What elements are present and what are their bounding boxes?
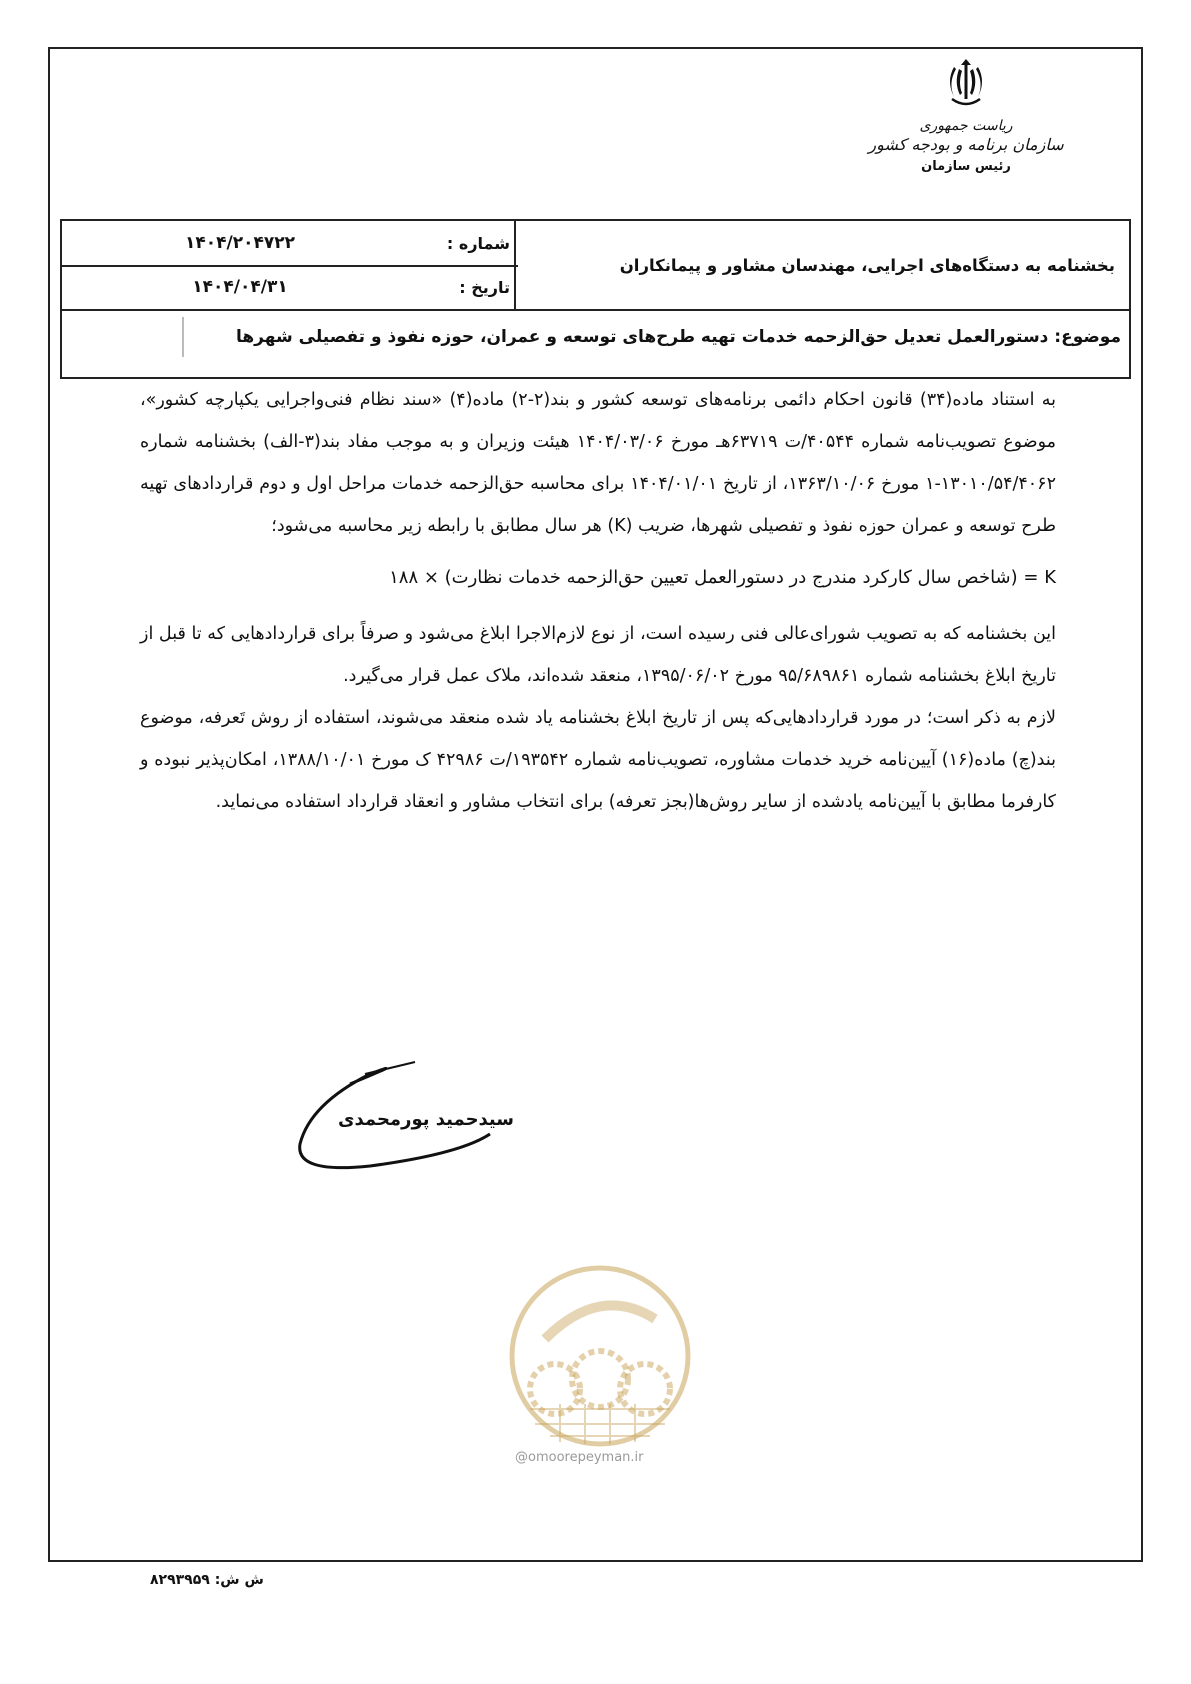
signature xyxy=(290,1054,530,1174)
omoor-peyman-logo-icon xyxy=(505,1264,695,1449)
subject-text: موضوع: دستورالعمل تعدیل حق‌الزحمه خدمات تهیه طرح‌های توسعه و عمران، حوزه نفوذ و تفصیلی شهرها xyxy=(236,327,1121,347)
subject-line xyxy=(62,313,1129,361)
org-line-organization: سازمان برنامه و بودجه کشور xyxy=(868,135,1064,154)
date-row xyxy=(62,265,518,309)
org-line-presidency: ریاست جمهوری xyxy=(919,118,1013,134)
k-formula: K = (شاخص سال کارکرد مندرج در دستورالعمل تعیین حق‌الزحمه خدمات نظارت) × ۱۸۸ xyxy=(389,567,1056,588)
iran-emblem-icon xyxy=(944,59,988,111)
paragraph-2: این بخشنامه که به تصویب شورای‌عالی فنی رسیده است، از نوع لازم‌الاجرا ابلاغ می‌شود و صرفاً برای قراردادهایی که تا قبل از تاریخ ابلاغ بخشنامه شماره ۹۵/۶۸۹۸۶۱ مورخ ۱۳۹۵/۰۶/۰۲، منعقد شده‌اند، ملاک عمل قرار می‌گیرد. xyxy=(140,624,1056,686)
number-row xyxy=(62,221,518,267)
date-label: تاریخ : xyxy=(459,277,510,297)
org-line-head: رئیس سازمان xyxy=(921,159,1011,174)
number-label: شماره : xyxy=(446,233,510,253)
letter-body xyxy=(140,379,1056,823)
recipients: بخشنامه به دستگاه‌های اجرایی، مهندسان مشاور و پیمانکاران xyxy=(514,221,1129,309)
signer-name: سیدحمید پورمحمدی xyxy=(338,1109,514,1130)
document-frame xyxy=(48,47,1143,1562)
number-value: ۱۴۰۴/۲۰۴۷۲۲ xyxy=(185,233,295,253)
letter-meta xyxy=(62,221,518,309)
watermark-site: @omoorepeyman.ir xyxy=(515,1450,644,1465)
paragraph-1: به استناد ماده(۳۴) قانون احکام دائمی برنامه‌های توسعه کشور و بند(۲-۲) ماده(۴) «سند نظام فنی‌واجرایی یکپارچه کشور»، موضوع تصویب‌نامه شماره ۴۰۵۴۴/ت ۶۳۷۱۹هـ مورخ ۱۴۰۴/۰۳/۰۶ هیئت وزیران و به موجب مفاد بند(۳-الف) بخشنامه شماره ۱۳۰۱۰/۵۴/۴۰۶۲-۱ مورخ ۱۳۶۳/۱۰/۰۶، از تاریخ ۱۴۰۴/۰۱/۰۱ برای محاسبه حق‌الزحمه خدمات مراحل اول و دوم قراردادهای تهیه طرح توسعه و عمران حوزه نفوذ و تفصیلی شهرها، ضریب (K) هر سال مطابق با رابطه زیر محاسبه می‌شود؛ xyxy=(140,390,1057,536)
footer-code: ش ش: ۸۲۹۳۹۵۹ xyxy=(150,1572,264,1588)
paragraph-3: لازم به ذکر است؛ در مورد قراردادهایی‌که پس از تاریخ ابلاغ بخشنامه یاد شده منعقد می‌شوند، استفاده از روش تَعرفه، موضوع بند(چ) ماده(۱۶) آیین‌نامه خرید خدمات مشاوره، تصویب‌نامه شماره ۱۹۳۵۴۲/ت ۴۲۹۸۶ ک مورخ ۱۳۸۸/۱۰/۰۱، امکان‌پذیر نبوده و کارفرما مطابق با آیین‌نامه یادشده از سایر روش‌ها(بجز تعرفه) برای انتخاب مشاور و انعقاد قرارداد استفاده می‌نماید. xyxy=(140,708,1056,812)
subject-divider xyxy=(182,317,184,357)
letterhead xyxy=(851,59,1081,177)
letter-info-box xyxy=(60,219,1131,379)
date-value: ۱۴۰۴/۰۴/۳۱ xyxy=(192,277,288,297)
watermark-stamp xyxy=(505,1264,695,1479)
